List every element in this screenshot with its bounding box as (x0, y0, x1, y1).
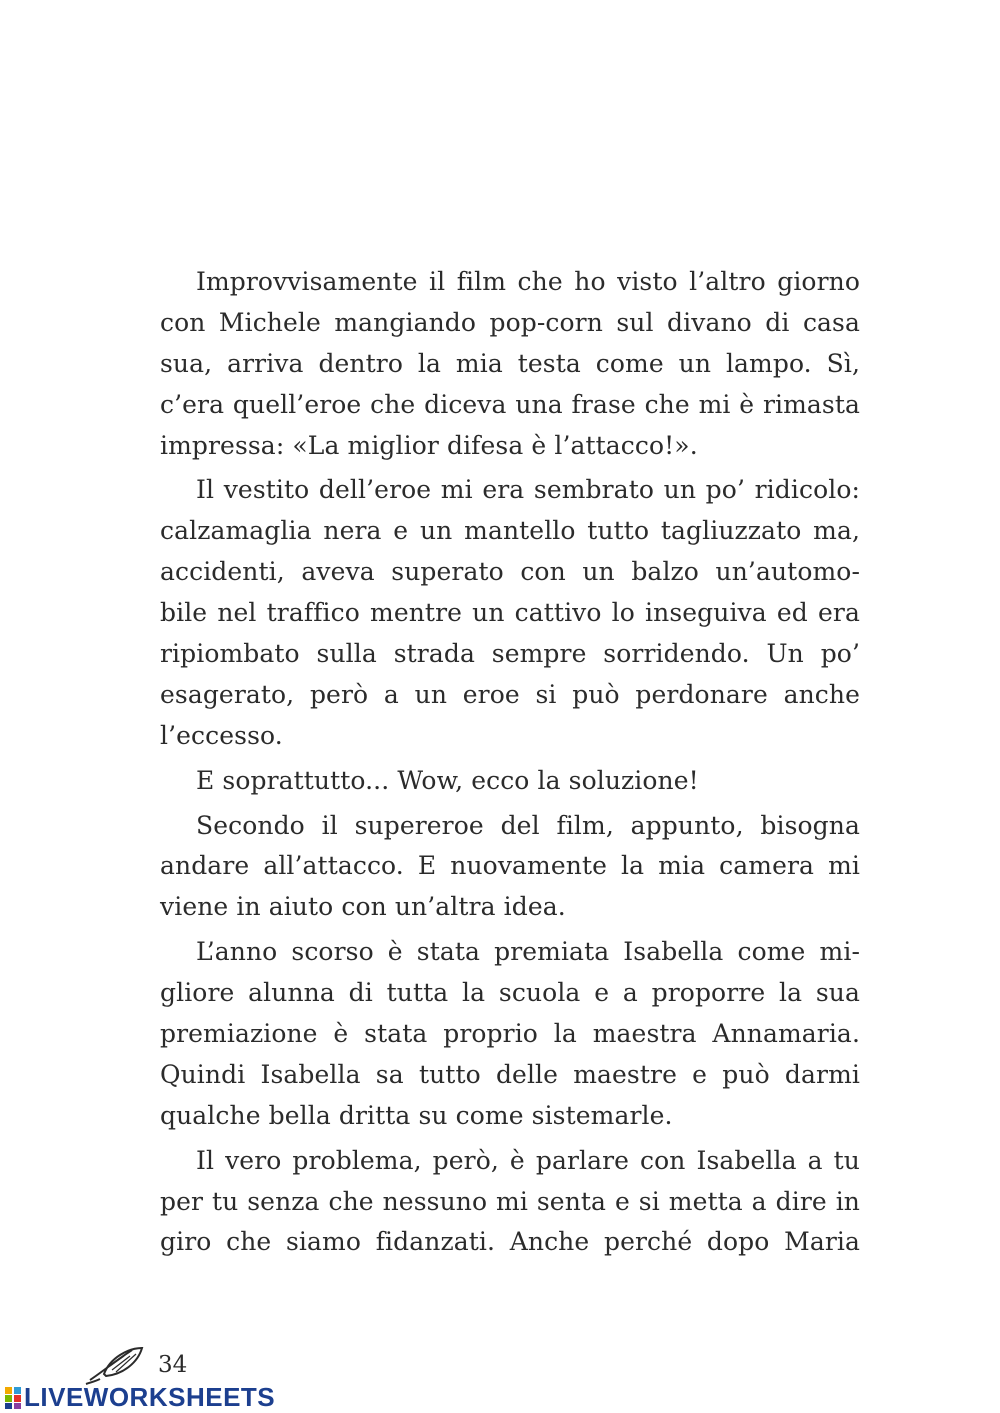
text-line: gliore alunna di tutta la scuola e a proporre la sua (160, 978, 860, 1008)
text-line: premiazione è stata proprio la maestra Annamaria. (160, 1019, 860, 1049)
paragraph (160, 806, 860, 929)
paragraph (160, 1141, 860, 1264)
text-line: Improvvisamente il film che ho visto l’altro giorno (196, 267, 860, 296)
text-line: c’era quell’eroe che diceva una frase che mi è rimasta (160, 389, 860, 419)
text-line: E soprattutto... Wow, ecco la soluzione! (196, 765, 699, 795)
text-line: Il vero problema, però, è parlare con Isabella a tu (196, 1145, 860, 1175)
text-line: con Michele mangiando pop-corn sul divano di casa (160, 307, 860, 337)
liveworksheets-wordmark: LIVEWORKSHEETS (24, 1382, 276, 1412)
paragraph (160, 761, 860, 802)
text-line: esagerato, però a un eroe si può perdonare anche (160, 679, 860, 709)
text-line: impressa: «La miglior difesa è l’attacco!». (160, 430, 698, 460)
text-line: qualche bella dritta su come sistemarle. (160, 1100, 673, 1130)
paragraph (160, 932, 860, 1136)
text-line: sua, arriva dentro la mia testa come un lampo. Sì, (160, 348, 860, 378)
paragraph (160, 470, 860, 756)
text-line: andare all’attacco. E nuovamente la mia camera mi (160, 851, 860, 881)
liveworksheets-brand[interactable] (4, 1382, 275, 1413)
text-line: giro che siamo fidanzati. Anche perché dopo Maria (160, 1227, 860, 1257)
text-line: L’anno scorso è stata premiata Isabella come mi- (196, 937, 860, 967)
page-body (160, 262, 860, 1263)
text-line: Il vestito dell’eroe mi era sembrato un po’ ridicolo: (196, 475, 860, 505)
text-line: accidenti, aveva superato con un balzo un’automo- (160, 557, 860, 587)
text-line: calzamaglia nera e un mantello tutto tagliuzzato ma, (160, 516, 860, 546)
page-footer (84, 1344, 187, 1386)
liveworksheets-logo-icon (4, 1386, 22, 1410)
text-line: l’eccesso. (160, 720, 283, 750)
text-line: bile nel traffico mentre un cattivo lo inseguiva ed era (160, 598, 860, 628)
page-number: 34 (158, 1352, 188, 1378)
text-line: Secondo il supereroe del film, appunto, bisogna (196, 810, 860, 840)
text-line: Quindi Isabella sa tutto delle maestre e può darmi (160, 1059, 860, 1089)
paragraph (160, 262, 860, 466)
quill-icon (84, 1344, 146, 1386)
text-line: viene in aiuto con un’altra idea. (160, 892, 566, 922)
text-line: per tu senza che nessuno mi senta e si metta a dire in (160, 1186, 860, 1216)
text-line: ripiombato sulla strada sempre sorridendo. Un po’ (160, 639, 860, 669)
